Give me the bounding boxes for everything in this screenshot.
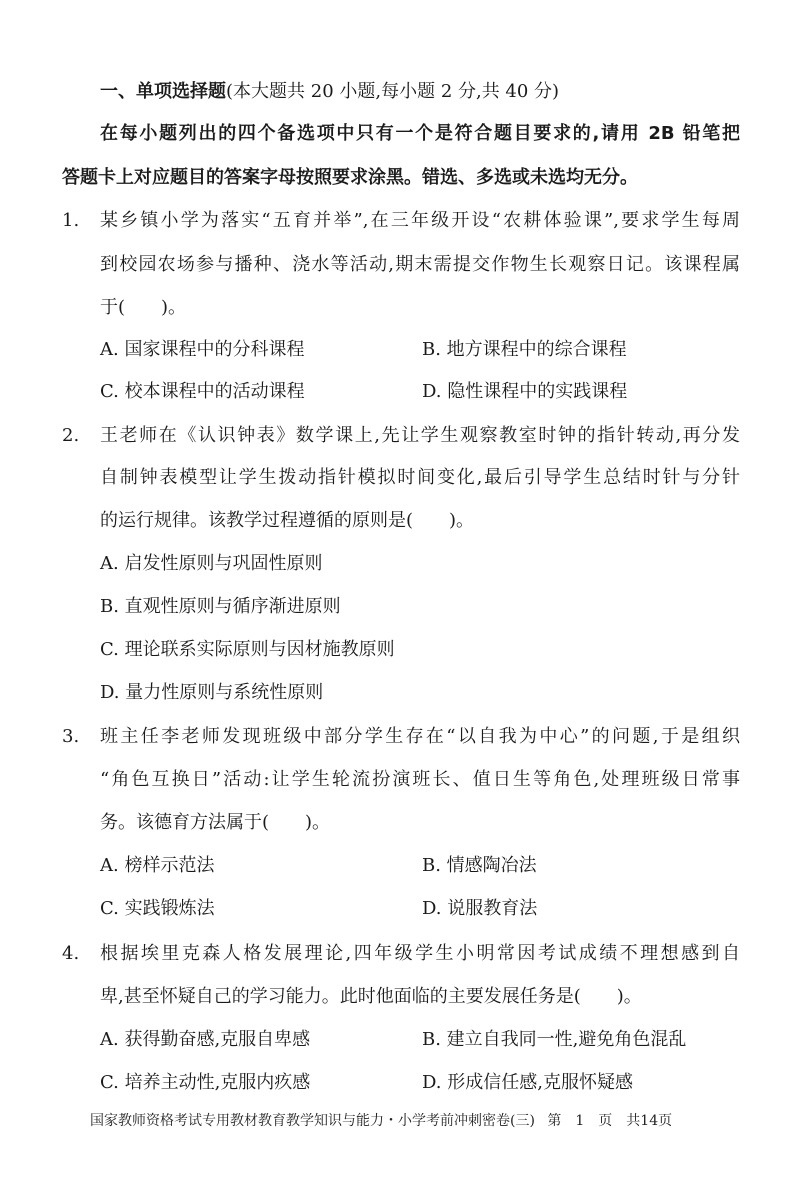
instruction-line: 答题卡上对应题目的答案字母按照要求涂黑。错选、多选或未选均无分。 <box>62 167 638 188</box>
question-text: 某乡镇小学为落实“五育并举”,在三年级开设“农耕体验课”,要求学生每周 <box>100 210 740 231</box>
footer-book-title: 国家教师资格考试专用教材教育教学知识与能力・小学考前冲刺密卷(三) <box>90 1113 535 1129</box>
option: C. 培养主动性,克服内疚感 <box>100 1072 311 1093</box>
question-text: 到校园农场参与播种、浇水等活动,期末需提交作物生长观察日记。该课程属 <box>100 254 740 275</box>
question-number: 3. <box>62 726 80 747</box>
question-text: 自制钟表模型让学生拨动指针模拟时间变化,最后引导学生总结时针与分针 <box>100 467 740 488</box>
option: D. 量力性原则与系统性原则 <box>100 682 324 703</box>
question-text: 于( )。 <box>100 297 187 318</box>
question-text: 根据埃里克森人格发展理论,四年级学生小明常因考试成绩不理想感到自 <box>100 943 740 964</box>
question-text: 务。该德育方法属于( )。 <box>100 812 331 833</box>
page-footer <box>90 1110 710 1130</box>
option: A. 国家课程中的分科课程 <box>100 339 305 360</box>
option: B. 情感陶冶法 <box>422 855 537 876</box>
section-heading <box>100 80 559 104</box>
section-note: (本大题共 20 小题,每小题 2 分,共 40 分) <box>226 81 560 102</box>
question-text: 卑,甚至怀疑自己的学习能力。此时他面临的主要发展任务是( )。 <box>100 986 642 1007</box>
section-title: 一、单项选择题 <box>100 81 226 102</box>
option: C. 校本课程中的活动课程 <box>100 381 305 402</box>
option: D. 隐性课程中的实践课程 <box>422 381 628 402</box>
option: A. 榜样示范法 <box>100 855 215 876</box>
question-text: 班主任李老师发现班级中部分学生存在“以自我为中心”的问题,于是组织 <box>100 726 740 747</box>
option: D. 形成信任感,克服怀疑感 <box>422 1072 633 1093</box>
option: C. 实践锻炼法 <box>100 898 215 919</box>
question-number: 1. <box>62 210 80 231</box>
question-number: 2. <box>62 425 80 446</box>
question-text: “角色互换日”活动:让学生轮流扮演班长、值日生等角色,处理班级日常事 <box>100 769 740 790</box>
question-number: 4. <box>62 943 80 964</box>
question-text: 的运行规律。该教学过程遵循的原则是( )。 <box>100 510 475 531</box>
question-text: 王老师在《认识钟表》数学课上,先让学生观察教室时钟的指针转动,再分发 <box>100 425 740 446</box>
option: B. 地方课程中的综合课程 <box>422 339 627 360</box>
footer-page-number: 第 1 页 共14页 <box>547 1113 673 1129</box>
option: B. 直观性原则与循序渐进原则 <box>100 596 341 617</box>
option: D. 说服教育法 <box>422 898 538 919</box>
option: A. 获得勤奋感,克服自卑感 <box>100 1029 311 1050</box>
option: C. 理论联系实际原则与因材施教原则 <box>100 639 395 660</box>
option: A. 启发性原则与巩固性原则 <box>100 553 323 574</box>
option: B. 建立自我同一性,避免角色混乱 <box>422 1029 687 1050</box>
instruction-line: 在每小题列出的四个备选项中只有一个是符合题目要求的,请用 2B 铅笔把 <box>100 123 740 144</box>
